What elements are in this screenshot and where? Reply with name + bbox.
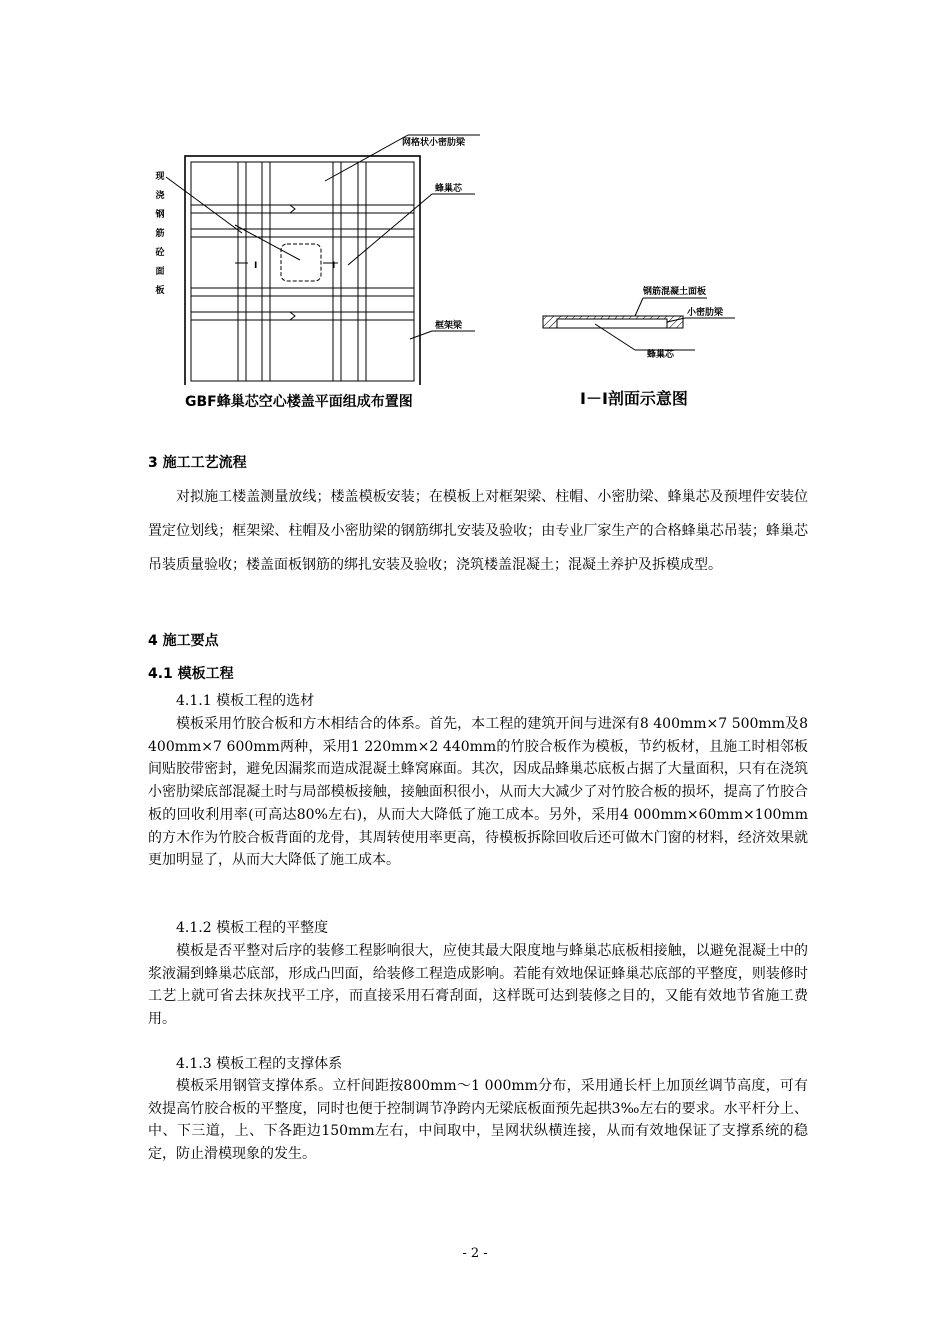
plan-caption: GBF蜂巢芯空心楼盖平面组成布置图 xyxy=(185,394,413,410)
heading-4-1: 4.1 模板工程 xyxy=(148,666,234,682)
plan-layout-drawing xyxy=(140,125,490,385)
heading-4-1-3: 4.1.3 模板工程的支撑体系 xyxy=(176,1056,343,1072)
section-3-body: 对拟施工楼盖测量放线；楼盖模板安装；在模板上对框架梁、柱帽、小密肋梁、蜂巢芯及预埋件安装位置定位划线；框架梁、柱帽及小密肋梁的钢筋绑扎安装及验收；由专业厂家生产的合格蜂巢芯吊装；蜂巢芯吊装质量验收；楼盖面板钢筋的绑扎安装及验收；浇筑楼盖混凝土；混凝土养护及拆模成型。 xyxy=(148,489,808,573)
label-small-rib: 小密肋梁 xyxy=(687,308,724,318)
plan-layout-figure xyxy=(140,125,490,385)
label-cast-slab: 现 浇 钢 筋 砼 面 板 xyxy=(155,172,165,296)
heading-section-4: 4 施工要点 xyxy=(148,633,219,649)
label-honeycomb-core: 蜂巢芯 xyxy=(435,184,463,194)
label-grid-rib: 网格状小密肋梁 xyxy=(402,138,466,148)
label-frame-beam: 框架梁 xyxy=(435,321,463,331)
label-rc-slab: 钢筋混凝土面板 xyxy=(643,287,707,297)
section-mark-right: I xyxy=(332,261,336,271)
section-caption: I－I剖面示意图 xyxy=(580,389,688,408)
body-4-1-3: 模板采用钢管支撑体系。立杆间距按800mm～1 000mm分布，采用通长杆上加顶丝调节高度，可有效提高竹胶合板的平整度，同时也便于控制调节净跨内无梁底板面预先起拱3‰左右的要求。水平杆分上、中、下三道，上、下各距边150mm左右，中间取中，呈网状纵横连接，从而有效地保证了支撑系统的稳定，防止滑模现象的发生。 xyxy=(148,1078,808,1163)
section-drawing xyxy=(535,278,745,368)
label-core: 蜂巢芯 xyxy=(647,350,675,360)
heading-4-1-1: 4.1.1 模板工程的选材 xyxy=(176,693,315,709)
body-4-1-1: 模板采用竹胶合板和方木相结合的体系。首先，本工程的建筑开间与进深有8 400mm×7 500mm及8 400mm×7 600mm两种，采用1 220mm×2 440mm的竹胶合板作为模板，节约板材，且施工时相邻板间贴胶带密封，避免因漏浆而造成混凝土蜂窝麻面。其次，因成品蜂巢芯底板占据了大量面积，只有在浇筑小密肋梁底部混凝土时与局部模板接触，接触面积很小，从而大大减少了对竹胶合板的损坏，提高了竹胶合板的回收利用率(可高达80%左右)，从而大大降低了施工成本。另外，采用4 000mm×60mm×100mm的方木作为竹胶合板背面的龙骨，其周转使用率更高，待模板拆除回收后还可做木门窗的材料，经济效果就更加明显了，从而大大降低了施工成本。 xyxy=(148,716,808,869)
section-mark-left: I xyxy=(254,261,258,271)
page-number: - 2 - xyxy=(462,1246,488,1261)
heading-4-1-2: 4.1.2 模板工程的平整度 xyxy=(176,920,329,936)
body-4-1-2: 模板是否平整对后序的装修工程影响很大，应使其最大限度地与蜂巢芯底板相接触，以避免混凝土中的浆液漏到蜂巢芯底部，形成凸凹面，给装修工程造成影响。若能有效地保证蜂巢芯底部的平整度，则装修时工艺上就可省去抹灰找平工序，而直接采用石膏刮面，这样既可达到装修之目的，又能有效地节省施工费用。 xyxy=(148,943,808,1028)
section-figure xyxy=(535,278,745,368)
heading-section-3: 3 施工工艺流程 xyxy=(148,455,247,471)
